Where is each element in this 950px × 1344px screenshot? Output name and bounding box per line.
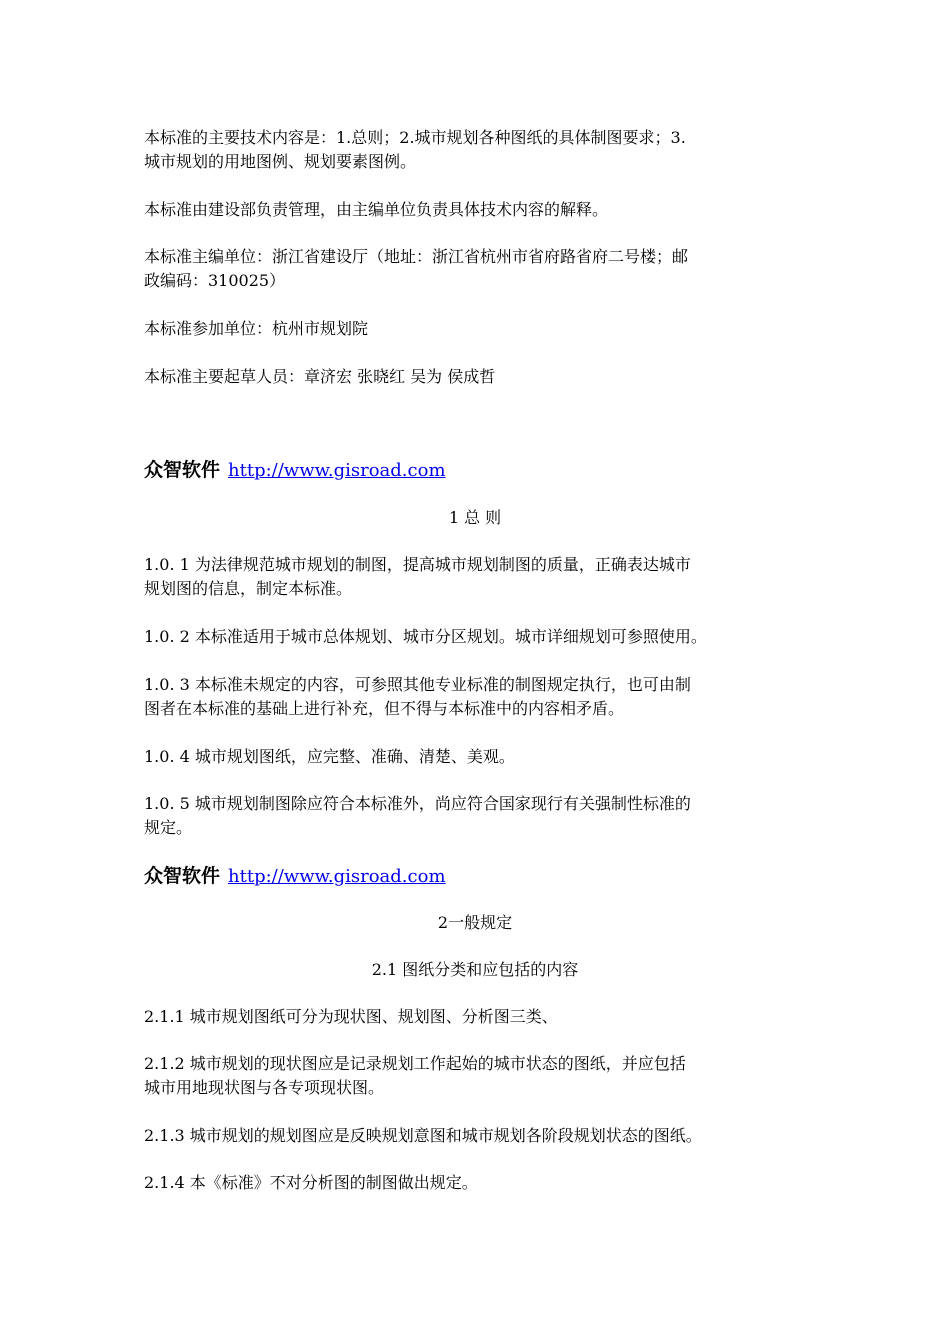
clause-paragraph <box>144 1124 824 1148</box>
paragraph-line: 政编码：310025） <box>144 271 286 290</box>
paragraph-line: 1.0. 2 本标准适用于城市总体规划、城市分区规划。城市详细规划可参照使用。 <box>144 627 707 646</box>
brand-link[interactable]: http://www.gisroad.com <box>228 460 446 481</box>
paragraph-line: 图者在本标准的基础上进行补充，但不得与本标准中的内容相矛盾。 <box>144 699 625 718</box>
paragraph-line: 规定。 <box>144 818 193 837</box>
technical-content-paragraph <box>144 126 824 174</box>
paragraph-line: 1.0. 3 本标准未规定的内容，可参照其他专业标准的制图规定执行，也可由制 <box>144 675 691 694</box>
clause-paragraph <box>144 673 824 721</box>
participant-unit-paragraph <box>144 317 824 341</box>
paragraph-line: 本标准由建设部负责管理，由主编单位负责具体技术内容的解释。 <box>144 200 609 219</box>
paragraph-line: 2.1.4 本《标准》不对分析图的制图做出规定。 <box>144 1173 478 1192</box>
paragraph-line: 本标准主要起草人员：章济宏 张晓红 吴为 侯成哲 <box>144 367 496 386</box>
clause-paragraph <box>144 553 824 601</box>
paragraph-line: 规划图的信息，制定本标准。 <box>144 579 353 598</box>
paragraph-line: 2.1.3 城市规划的规划图应是反映规划意图和城市规划各阶段规划状态的图纸。 <box>144 1126 702 1145</box>
management-paragraph <box>144 198 824 222</box>
paragraph-line: 城市规划的用地图例、规划要素图例。 <box>144 152 417 171</box>
section-title: 1 总 则 <box>448 508 502 527</box>
drafters-paragraph <box>144 365 824 389</box>
paragraph-line: 本标准主编单位：浙江省建设厅（地址：浙江省杭州市省府路省府二号楼；邮 <box>144 247 689 266</box>
clause-paragraph <box>144 625 824 649</box>
paragraph-line: 2.1.1 城市规划图纸可分为现状图、规划图、分析图三类、 <box>144 1007 558 1026</box>
paragraph-line: 1.0. 1 为法律规范城市规划的制图，提高城市规划制图的质量，正确表达城市 <box>144 555 691 574</box>
brand-name: 众智软件 <box>144 865 221 887</box>
editor-unit-paragraph <box>144 245 824 293</box>
paragraph-line: 1.0. 5 城市规划制图除应符合本标准外，尚应符合国家现行有关强制性标准的 <box>144 794 691 813</box>
paragraph-line: 城市用地现状图与各专项现状图。 <box>144 1078 385 1097</box>
brand-link[interactable]: http://www.gisroad.com <box>228 866 446 887</box>
paragraph-line: 本标准参加单位：杭州市规划院 <box>144 319 369 338</box>
subsection-title: 2.1 图纸分类和应包括的内容 <box>371 960 579 979</box>
clause-paragraph <box>144 792 824 840</box>
brand-line <box>144 863 446 890</box>
brand-name: 众智软件 <box>144 459 221 481</box>
paragraph-line: 本标准的主要技术内容是：1.总则；2.城市规划各种图纸的具体制图要求；3. <box>144 128 686 147</box>
clause-paragraph <box>144 1005 824 1029</box>
clause-paragraph <box>144 745 824 769</box>
paragraph-line: 2.1.2 城市规划的现状图应是记录规划工作起始的城市状态的图纸，并应包括 <box>144 1054 686 1073</box>
section-title: 2一般规定 <box>437 913 513 932</box>
paragraph-line: 1.0. 4 城市规划图纸，应完整、准确、清楚、美观。 <box>144 747 515 766</box>
clause-paragraph <box>144 1171 824 1195</box>
clause-paragraph <box>144 1052 824 1100</box>
brand-line <box>144 457 446 484</box>
